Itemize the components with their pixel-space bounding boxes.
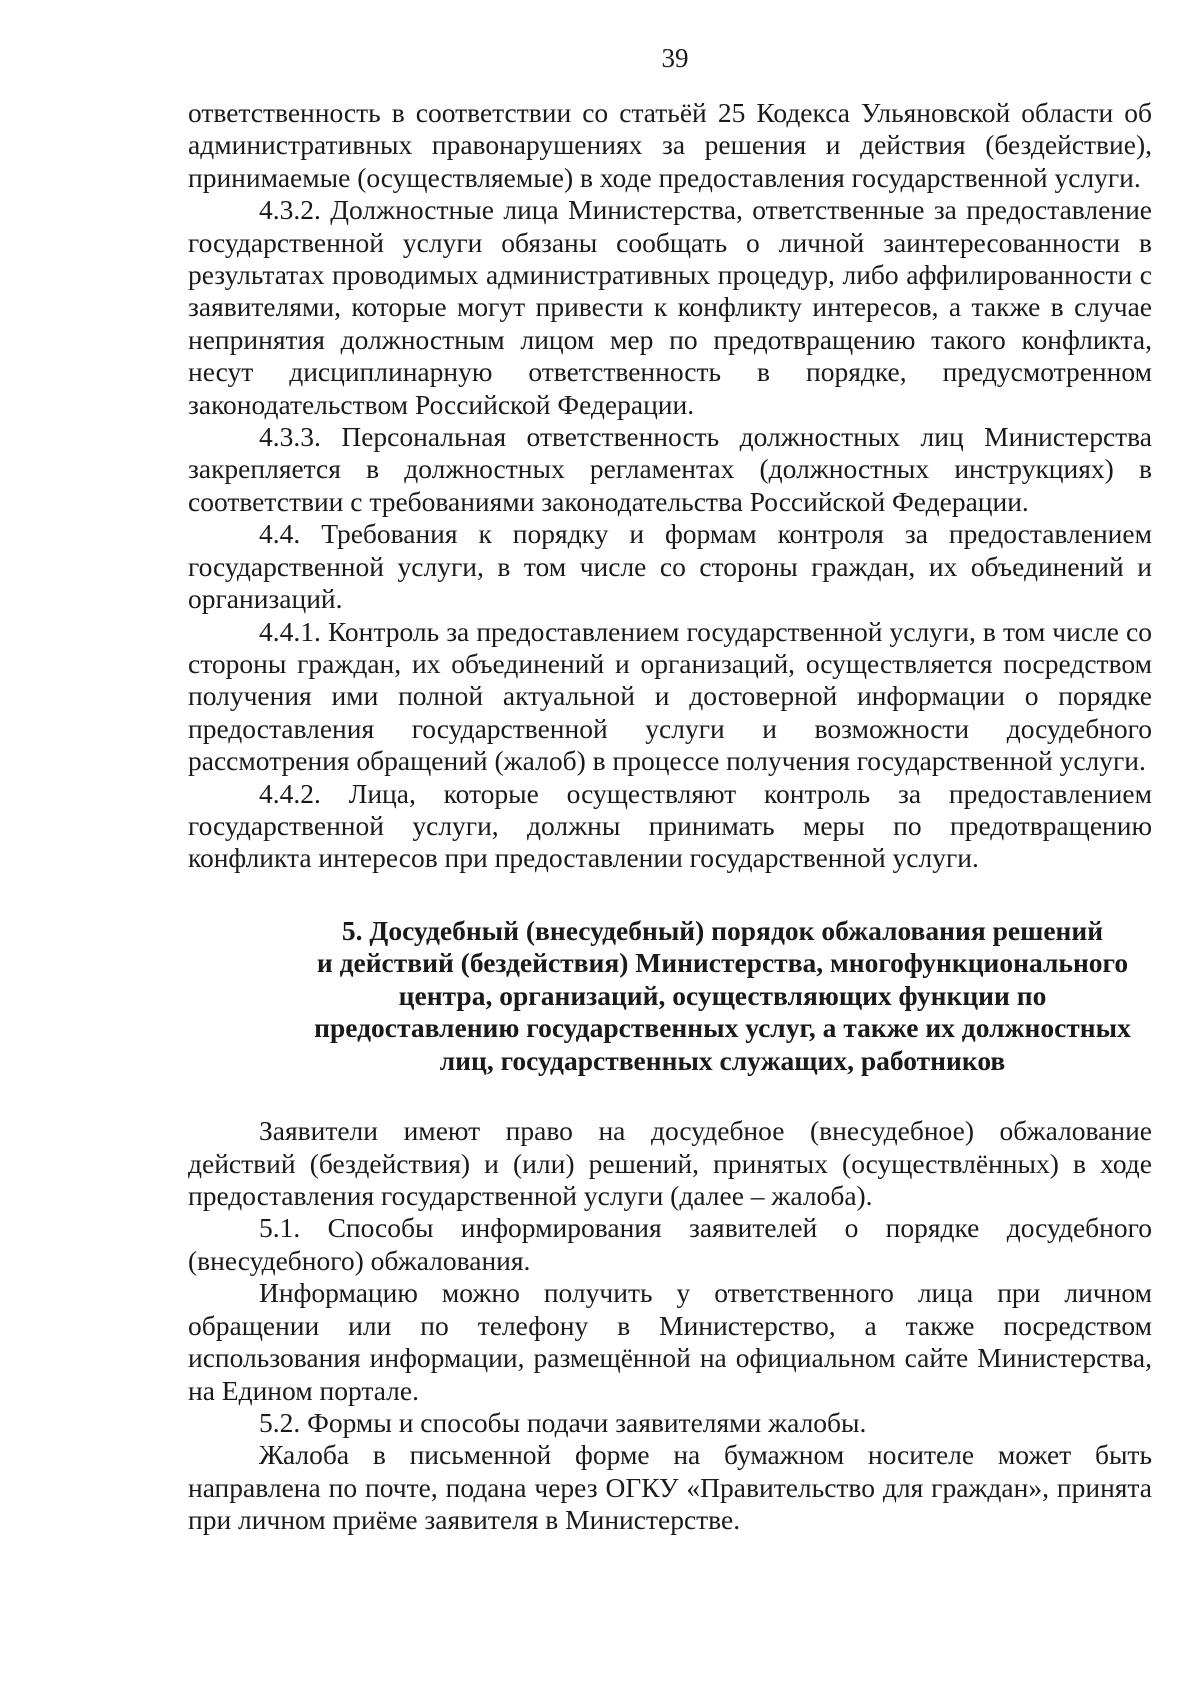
paragraph-4-3-3: 4.3.3. Персональная ответственность должностных лиц Министерства закрепляется в должностных регламентах (должностных инструкциях) в соответствии с требованиями законодательства Российской Федерации. [188,421,1152,517]
page-number: 39 [661,43,689,73]
heading-line: лиц, государственных служащих, работников [439,1044,1006,1076]
heading-line: 5. Досудебный (внесудебный) порядок обжалования решений [341,914,1104,946]
document-body [188,97,1152,1537]
paragraph-4-3-2: 4.3.2. Должностные лица Министерства, ответственные за предоставление государственной услуги обязаны сообщать о личной заинтересованности в результатах проводимых административных процедур, либо аффилированности с заявителями, которые могут привести к конфликту интересов, а также в случае непринятия должностным лицом мер по предотвращению такого конфликта, несут дисциплинарную ответственность в порядке, предусмотренном законодательством Российской Федерации. [188,194,1152,420]
heading-line: центра, организаций, осуществляющих функции по [398,979,1047,1011]
paragraph-4-4-1: 4.4.1. Контроль за предоставлением государственной услуги, в том числе со стороны граждан, их объединений и организаций, осуществляется посредством получения ими полной актуальной и достоверной информации о порядке предоставления государственной услуги и возможности досудебного рассмотрения обращений (жалоб) в процессе получения государственной услуги. [188,615,1152,777]
paragraph-4-4: 4.4. Требования к порядку и формам контроля за предоставлением государственной услуги, в том числе со стороны граждан, их объединений и организаций. [188,518,1152,615]
section-5-heading [188,915,1152,1078]
paragraph-5-1: 5.1. Способы информирования заявителей о порядке досудебного (внесудебного) обжалования. [188,1212,1152,1276]
heading-line: предоставлению государственных услуг, а также их должностных [314,1012,1131,1044]
paragraph-information: Информацию можно получить у ответственного лица при личном обращении или по телефону в Министерство, а также посредством использования информации, размещённой на официальном сайте Министерства, на Едином портале. [188,1277,1152,1406]
paragraph-applicants-right: Заявители имеют право на досудебное (внесудебное) обжалование действий (бездействия) и (или) решений, принятых (осуществлённых) в ходе предоставления государственной услуги (далее – жалоба). [188,1115,1152,1212]
paragraph-5-2: 5.2. Формы и способы подачи заявителями жалобы. [259,1406,867,1438]
heading-line: и действий (бездействия) Министерства, многофункционального [316,947,1129,979]
paragraph-continuation: ответственность в соответствии со статьёй 25 Кодекса Ульяновской области об административных правонарушениях за решения и действия (бездействие), принимаемые (осуществляемые) в ходе предоставления государственной услуги. [188,97,1152,193]
paragraph-complaint-submission: Жалоба в письменной форме на бумажном носителе может быть направлена по почте, подана через ОГКУ «Правительство для граждан», принята при личном приёме заявителя в Министерстве. [188,1439,1152,1536]
paragraph-4-4-2: 4.4.2. Лица, которые осуществляют контроль за предоставлением государственной услуги, должны принимать меры по предотвращению конфликта интересов при предоставлении государственной услуги. [188,777,1152,874]
